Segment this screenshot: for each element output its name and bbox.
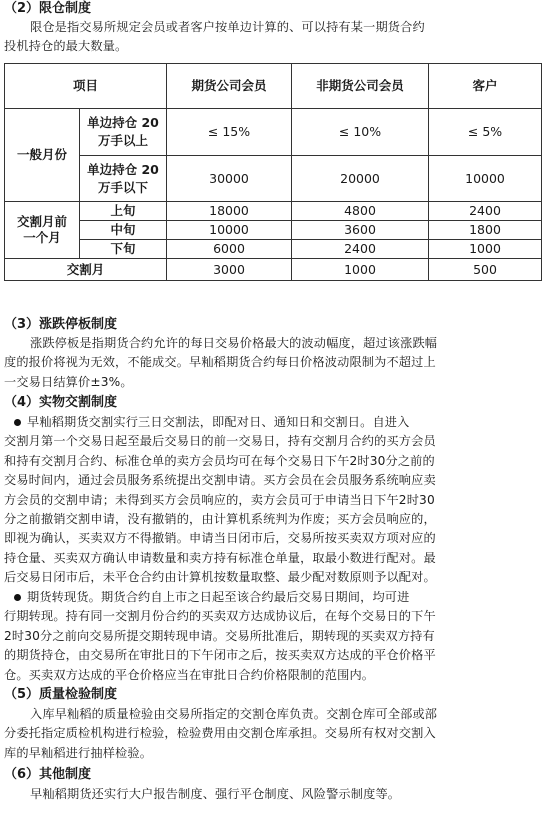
table-cell: 3000 [167, 259, 292, 281]
table-cell: 3600 [292, 221, 429, 240]
text-line: 交割月第一个交易日起至最后交易日的前一交易日，持有交割月合约的买方会员 [4, 434, 436, 449]
xun-label: 中旬 [80, 221, 167, 240]
row-label-line: 万手以上 [98, 133, 149, 148]
section-heading-position-limit: （2）限仓制度 [4, 1, 92, 16]
table-row [5, 259, 542, 281]
text-line: 仓。买卖双方达成的平仓价格应当在审批日合约价格限制的范围内。 [4, 667, 375, 682]
table-cell: 1000 [429, 240, 542, 259]
header-item: 项目 [5, 64, 167, 109]
table-cell: 2400 [292, 240, 429, 259]
delivery-paragraph-1 [4, 413, 541, 588]
row-label-line: 万手以下 [98, 179, 149, 195]
text-line: 2时30分之前向交易所提交期转现申请。交易所批准后，期转现的买卖双方持有 [4, 628, 435, 643]
table-row [5, 156, 542, 202]
table-cell: 10000 [429, 156, 542, 202]
text-line: 入库早籼稻的质量检验由交易所指定的交割仓库负责。交割仓库可全部或部 [30, 707, 438, 721]
label-line: 一个月 [23, 230, 61, 245]
row-label-line: 单边持仓 20 [87, 115, 159, 130]
quality-paragraph [4, 705, 541, 763]
text-line: 的期货持仓，由交易所在审批日的下午闭市之后，按买卖双方达成的平仓价格平 [4, 648, 436, 663]
position-limit-intro [4, 18, 541, 57]
table-cell: 20000 [292, 156, 429, 202]
table-cell: 10000 [167, 221, 292, 240]
table-row [5, 240, 542, 259]
text-line: 限仓是指交易所规定会员或者客户按单边计算的、可以持有某一期货合约 [30, 20, 425, 34]
general-month-label: 一般月份 [5, 109, 80, 202]
table-cell: 18000 [167, 202, 292, 221]
table-cell: 1800 [429, 221, 542, 240]
xun-label: 上旬 [80, 202, 167, 221]
table-row [5, 202, 542, 221]
text-line: 方会员的交割申请；未得到买方会员响应的，卖方会员可于申请当日下午2时30 [4, 492, 435, 507]
table-cell: ≤ 5% [429, 109, 542, 156]
row-label-line: 单边持仓 20 [87, 161, 159, 177]
pre-delivery-month-label [5, 202, 80, 259]
header-futures-member: 期货公司会员 [167, 64, 292, 109]
bullet-icon [14, 594, 21, 601]
text-line: 和持有交割月合约、标准仓单的卖方会员均可在每个交易日下午2时30分之前的 [4, 453, 435, 468]
text-line: 库的早籼稻进行抽样检验。 [4, 745, 153, 760]
text-line: 投机持仓的最大数量。 [4, 39, 128, 54]
row-label-above-200k [80, 109, 167, 156]
price-limit-paragraph [4, 334, 541, 392]
text-line: 后交易日闭市后，未平仓合约由计算机按数量取整、最少配对数原则予以配对。 [4, 570, 436, 585]
table-row [5, 221, 542, 240]
text-line: 持仓量、买卖双方确认申请数量和卖方持有标准仓单量，取最小数进行配对。最 [4, 550, 436, 565]
text-line [4, 413, 541, 432]
section-heading-delivery: （4）实物交割制度 [4, 395, 118, 410]
text-line: 度的报价将视为无效，不能成交。早籼稻期货合约每日价格波动限制为不超过上 [4, 355, 436, 370]
text-line: 早籼稻期货还实行大户报告制度、强行平仓制度、风险警示制度等。 [30, 787, 401, 801]
table-cell: 1000 [292, 259, 429, 281]
text-line: 分委托指定质检机构进行检验，检验费用由交割仓库承担。交易所有权对交割入 [4, 726, 436, 741]
xun-label: 下旬 [80, 240, 167, 259]
table-cell: 30000 [167, 156, 292, 202]
text-line-content: 早籼稻期货交割实行三日交割法，即配对日、通知日和交割日。自进入 [27, 415, 410, 429]
table-cell: 2400 [429, 202, 542, 221]
label-line: 交割月前 [16, 214, 67, 229]
text-line: 即视为确认，买卖双方不得撤销。申请当日闭市后，交易所按买卖双方项对应的 [4, 531, 436, 546]
delivery-month-label: 交割月 [5, 259, 167, 281]
text-line: 交易时间内，通过会员服务系统提出交割申请。买方会员在会员服务系统响应卖 [4, 473, 436, 488]
text-line: 分之前撤销交割申请，没有撤销的，由计算机系统判为作废；买方会员响应的， [4, 512, 436, 527]
text-line [4, 588, 541, 607]
position-limit-table [4, 63, 542, 281]
table-cell: ≤ 15% [167, 109, 292, 156]
table-cell: ≤ 10% [292, 109, 429, 156]
header-non-futures-member: 非期货公司会员 [292, 64, 429, 109]
text-line-content: 期货转现货。期货合约自上市之日起至该合约最后交易日期间，均可进 [27, 590, 410, 604]
text-line: 行期转现。持有同一交割月份合约的买卖双方达成协议后，在每个交易日的下午 [4, 609, 436, 624]
section-heading-price-limit: （3）涨跌停板制度 [4, 317, 118, 332]
section-heading-other: （6）其他制度 [4, 767, 92, 782]
delivery-paragraph-2 [4, 588, 541, 685]
header-client: 客户 [429, 64, 542, 109]
other-paragraph [4, 785, 541, 804]
text-line: 涨跌停板是指期货合约允许的每日交易价格最大的波动幅度，超过该涨跌幅 [30, 336, 438, 350]
text-line: 一交易日结算价±3%。 [4, 374, 133, 389]
table-header-row [5, 64, 542, 109]
section-heading-quality: （5）质量检验制度 [4, 687, 118, 702]
bullet-icon [14, 419, 21, 426]
row-label-below-200k [80, 156, 167, 202]
table-cell: 500 [429, 259, 542, 281]
table-cell: 4800 [292, 202, 429, 221]
table-cell: 6000 [167, 240, 292, 259]
table-row [5, 109, 542, 156]
